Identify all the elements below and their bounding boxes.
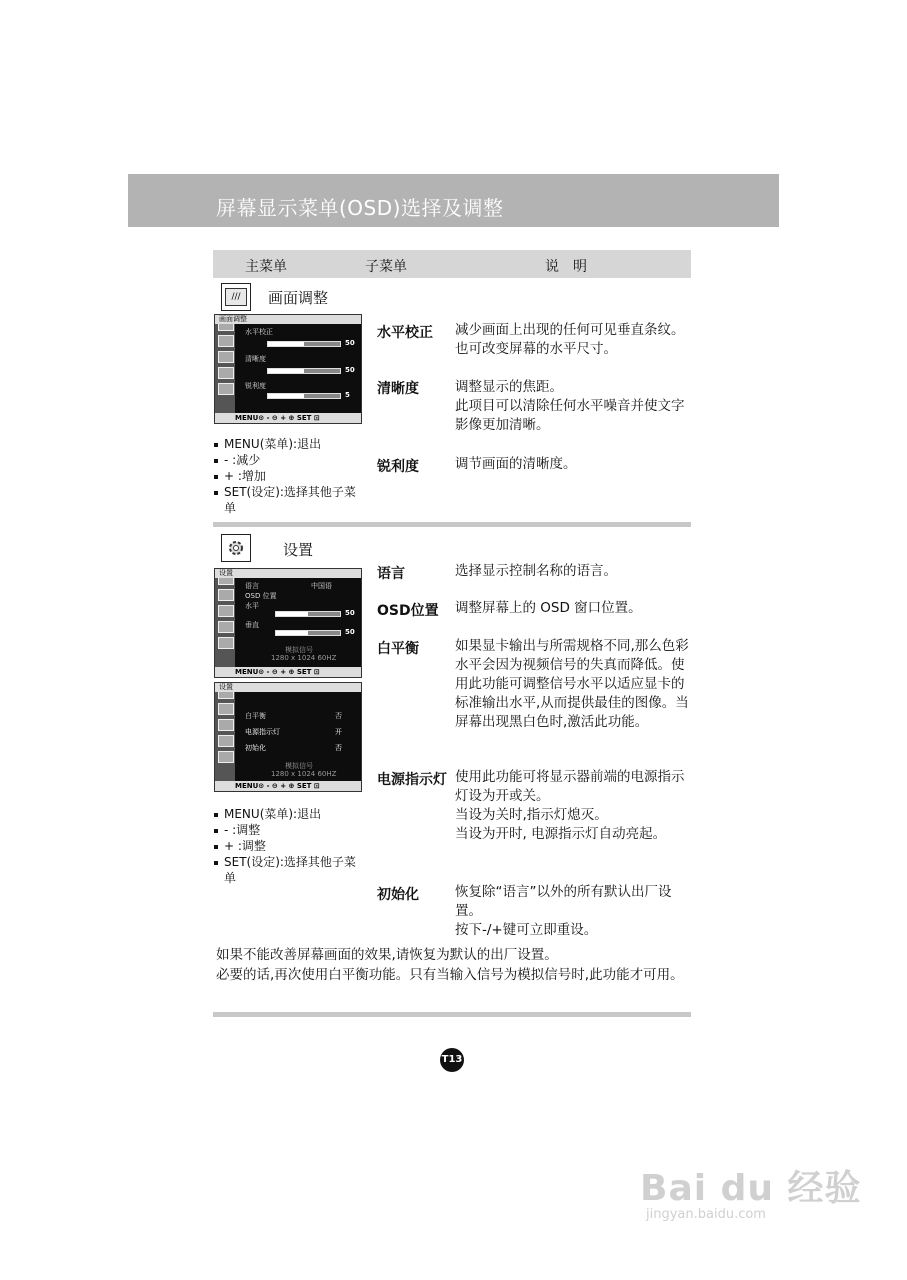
osd-resolution: 1280 x 1024 60HZ [271, 654, 337, 662]
osd-row-label: 电源指示灯 [245, 728, 280, 736]
term-description: 调整屏幕上的 OSD 窗口位置。 [455, 600, 642, 616]
osd-row-label: 白平衡 [245, 712, 266, 720]
page-number: T13 [440, 1048, 464, 1072]
osd-settings-menu-2 [214, 682, 362, 792]
title-bar [128, 174, 779, 227]
osd-h-value: 50 [345, 609, 355, 617]
bullet-item: MENU(菜单):退出 [214, 436, 364, 452]
bullet-item: MENU(菜单):退出 [214, 806, 364, 822]
term-description: 如果显卡输出与所需规格不同,那么色彩水平会因为视频信号的失真而降低。使用此功能可调整信号水平以适应显卡的标准输出水平,从而提供最佳的图像。当屏幕出现黑白色时,激活此功能。 [455, 638, 689, 730]
osd-signal: 模拟信号 [285, 762, 313, 770]
osd-position-label: OSD 位置 [245, 592, 277, 600]
bullet-item: + :调整 [214, 838, 364, 854]
term-description: 使用此功能可将显示器前端的电源指示灯设为开或关。 当设为关时,指示灯熄灭。 当设为开时, 电源指示灯自动亮起。 [455, 769, 685, 842]
osd-slider [267, 341, 341, 347]
osd-settings-menu-1 [214, 568, 362, 678]
osd-row-value: 否 [335, 744, 342, 752]
section-title-picture: 画面调整 [268, 289, 329, 307]
osd-header: 设置 [215, 569, 361, 578]
osd-item-value: 5 [345, 391, 350, 399]
osd-footer: MENU⊙ - ⊖ + ⊕ SET ⊡ [215, 667, 361, 677]
osd-item-label: 清晰度 [245, 355, 266, 363]
section2-bullets [214, 806, 364, 886]
osd-item-label: 锐利度 [245, 382, 266, 390]
osd-header: 设置 [215, 683, 361, 692]
osd-footer: MENU⊙ - ⊖ + ⊕ SET ⊡ [215, 781, 361, 791]
term: 初始化 [377, 887, 419, 903]
watermark [640, 1160, 862, 1222]
gear-icon [221, 534, 251, 562]
osd-sidebar [215, 569, 235, 667]
term-description: 恢复除“语言”以外的所有默认出厂设置。 按下-/+键可立即重设。 [455, 884, 672, 938]
osd-slider [267, 393, 341, 399]
term: 白平衡 [377, 641, 419, 657]
bullet-item: - :调整 [214, 822, 364, 838]
col-description: 说 明 [545, 259, 587, 275]
term-description: 选择显示控制名称的语言。 [455, 563, 617, 579]
osd-h-label: 水平 [245, 602, 259, 610]
osd-resolution: 1280 x 1024 60HZ [271, 770, 337, 778]
osd-signal: 模拟信号 [285, 646, 313, 654]
osd-row-label: 初始化 [245, 744, 266, 752]
col-sub-menu: 子菜单 [365, 259, 407, 275]
col-main-menu: 主菜单 [245, 259, 287, 275]
footnote: 如果不能改善屏幕画面的效果,请恢复为默认的出厂设置。 必要的话,再次使用白平衡功能。只有当输入信号为模拟信号时,此功能才可用。 [216, 947, 684, 983]
osd-row-value: 否 [335, 712, 342, 720]
page-title: 屏幕显示菜单(OSD)选择及调整 [216, 196, 504, 220]
osd-sidebar [215, 315, 235, 413]
osd-item-value: 50 [345, 339, 355, 347]
osd-header: 画面调整 [215, 315, 361, 324]
picture-adjust-icon: /// [221, 283, 251, 311]
term: OSD位置 [377, 603, 439, 619]
bottom-divider [213, 1012, 691, 1017]
term-description: 调节画面的清晰度。 [455, 456, 577, 472]
osd-row-value: 开 [335, 728, 342, 736]
section1-bullets [214, 436, 364, 516]
osd-slider [275, 611, 341, 617]
osd-slider [267, 368, 341, 374]
term-description: 调整显示的焦距。 此项目可以清除任何水平噪音并使文字影像更加清晰。 [455, 379, 685, 433]
term: 水平校正 [377, 325, 433, 341]
bullet-item: SET(设定):选择其他子菜单 [214, 484, 364, 516]
watermark-url: jingyan.baidu.com [646, 1207, 766, 1222]
osd-v-value: 50 [345, 628, 355, 636]
osd-sidebar [215, 683, 235, 781]
term: 锐利度 [377, 459, 419, 475]
term: 清晰度 [377, 381, 419, 397]
section-divider [213, 522, 691, 527]
term-description: 减少画面上出现的任何可见垂直条纹。也可改变屏幕的水平尺寸。 [455, 322, 685, 357]
bullet-item: SET(设定):选择其他子菜单 [214, 854, 364, 886]
osd-lang-label: 语言 [245, 582, 259, 590]
osd-lang-value: 中国语 [311, 582, 332, 590]
bullet-item: - :减少 [214, 452, 364, 468]
section-title-settings: 设置 [283, 541, 314, 559]
osd-picture-menu [214, 314, 362, 424]
watermark-brand: Bai du 经验 [640, 1168, 862, 1209]
osd-v-label: 垂直 [245, 621, 259, 629]
term: 语言 [377, 566, 405, 582]
osd-item-value: 50 [345, 366, 355, 374]
term: 电源指示灯 [377, 772, 447, 788]
osd-item-label: 水平校正 [245, 328, 273, 336]
osd-slider [275, 630, 341, 636]
column-header [213, 250, 691, 278]
osd-footer: MENU⊙ - ⊖ + ⊕ SET ⊡ [215, 413, 361, 423]
bullet-item: + :增加 [214, 468, 364, 484]
